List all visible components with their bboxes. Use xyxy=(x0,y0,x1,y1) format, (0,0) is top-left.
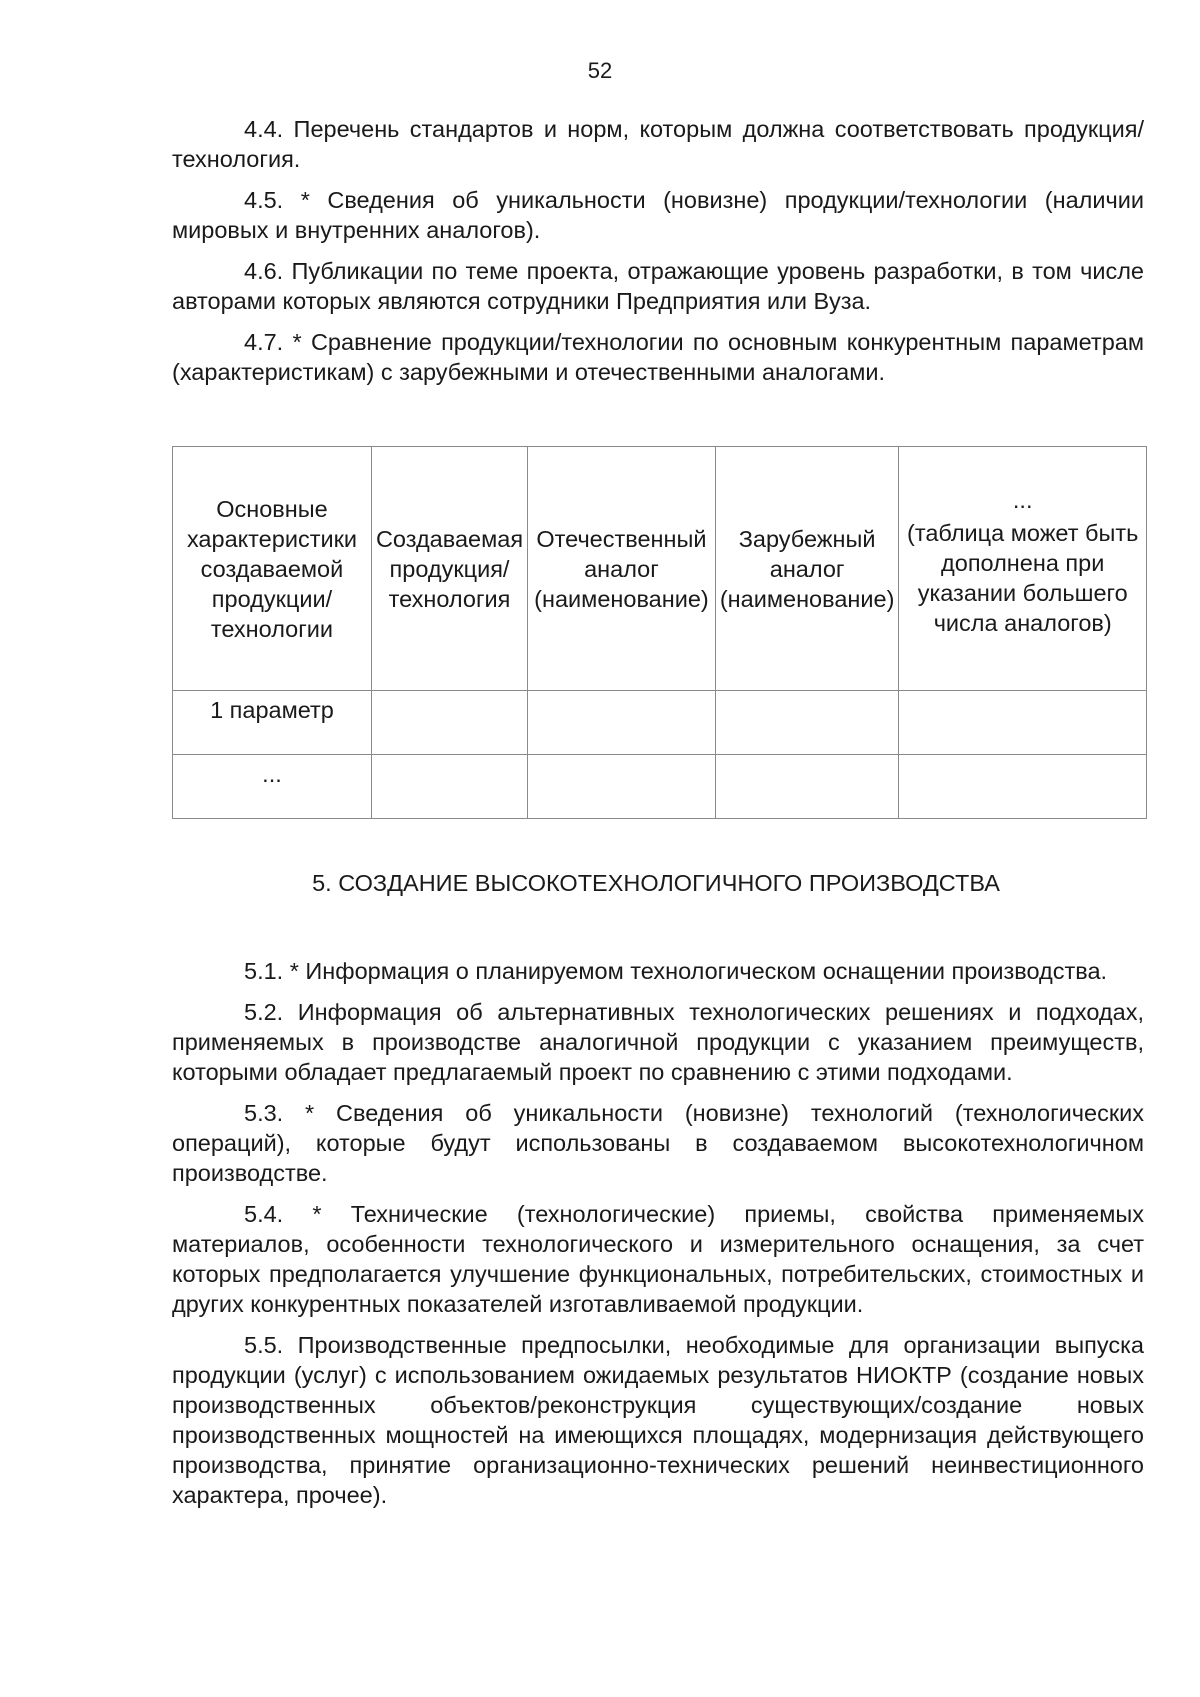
paragraph-5-5: 5.5. Производственные предпосылки, необходимые для организации выпуска продукции (услуг) с использованием ожидаемых результатов НИОКТР (создание новых производственных объектов/реконструкция существующих/создание новых производственных мощностей на имеющихся площадях, модернизация действующего производства, принятие организационно-технических решений неинвестиционного характера, прочее). xyxy=(172,1332,1144,1508)
comparison-table xyxy=(172,446,1147,819)
table-cell: ... xyxy=(173,755,372,819)
section-5-paragraphs xyxy=(172,956,1144,1521)
extra-column-marker: ... xyxy=(1012,486,1033,513)
table-cell xyxy=(715,755,899,819)
table-cell xyxy=(899,755,1147,819)
table-cell xyxy=(371,755,527,819)
paragraph-5-3: 5.3. * Сведения об уникальности (новизне) технологий (технологических операций), которые будут использованы в создаваемом высокотехнологичном производстве. xyxy=(172,1100,1144,1186)
page-number: 52 xyxy=(587,58,613,83)
header-additional-analogs xyxy=(899,447,1147,691)
table-row xyxy=(173,755,1147,819)
paragraph-4-4: 4.4. Перечень стандартов и норм, которым должна соответствовать продукция/технология. xyxy=(172,116,1144,172)
section-4-paragraphs xyxy=(172,114,1144,398)
paragraph-4-6: 4.6. Публикации по теме проекта, отражающие уровень разработки, в том числе авторами которых являются сотрудники Предприятия или Вуза. xyxy=(172,258,1144,314)
paragraph-5-4: 5.4. * Технические (технологические) приемы, свойства применяемых материалов, особенности технологического и измерительного оснащения, за счет которых предполагается улучшение функциональных, потребительских, стоимостных и других конкурентных показателей изготавливаемой продукции. xyxy=(172,1201,1144,1317)
paragraph-5-1: 5.1. * Информация о планируемом технологическом оснащении производства. xyxy=(244,958,1108,984)
table-cell xyxy=(528,691,716,755)
table-cell xyxy=(528,755,716,819)
section-5-title: 5. СОЗДАНИЕ ВЫСОКОТЕХНОЛОГИЧНОГО ПРОИЗВОДСТВА xyxy=(312,870,1000,896)
header-characteristics: Основные характеристики создаваемой продукции/технологии xyxy=(173,447,372,691)
paragraph-5-2: 5.2. Информация об альтернативных технологических решениях и подходах, применяемых в производстве аналогичной продукции с указанием преимуществ, которыми обладает предлагаемый проект по сравнению с этими подходами. xyxy=(172,999,1144,1085)
header-foreign-analog: Зарубежный аналог (наименование) xyxy=(715,447,899,691)
header-created-product: Создаваемая продукция/технология xyxy=(371,447,527,691)
table-header-row xyxy=(173,447,1147,691)
table-cell xyxy=(371,691,527,755)
paragraph-4-7: 4.7. * Сравнение продукции/технологии по основным конкурентным параметрам (характеристикам) с зарубежными и отечественными аналогами. xyxy=(172,329,1144,385)
header-additional-analogs-text: (таблица может быть дополнена при указании большего числа аналогов) xyxy=(907,519,1139,636)
table-cell: 1 параметр xyxy=(173,691,372,755)
table-row xyxy=(173,691,1147,755)
header-domestic-analog: Отечественный аналог (наименование) xyxy=(528,447,716,691)
paragraph-4-5: 4.5. * Сведения об уникальности (новизне) продукции/технологии (наличии мировых и внутренних аналогов). xyxy=(172,187,1144,243)
table-cell xyxy=(899,691,1147,755)
table-cell xyxy=(715,691,899,755)
